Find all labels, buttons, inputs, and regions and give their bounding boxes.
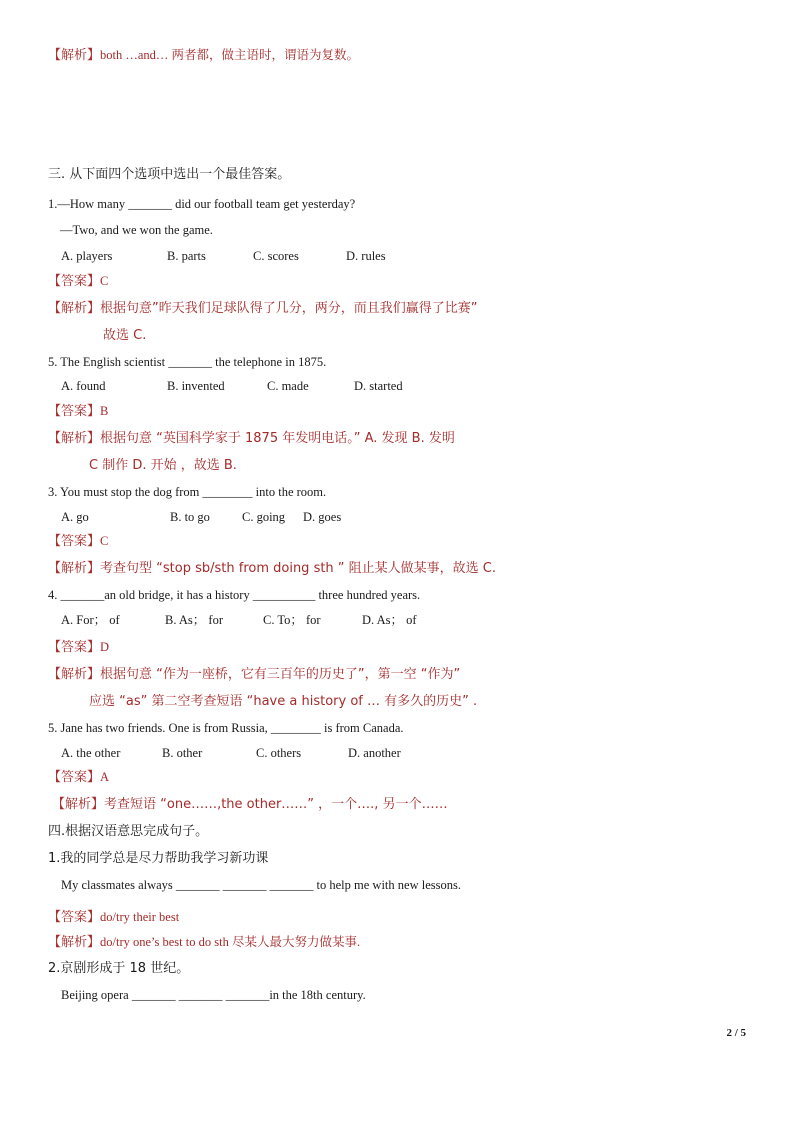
q1-analysis (48, 300, 478, 317)
option-a: A. go (61, 510, 89, 524)
answer-value: A (100, 770, 110, 784)
analysis-tag: 【解析】 (48, 935, 101, 950)
option-d: D. another (348, 746, 401, 760)
answer-value: do/try their best (100, 910, 180, 924)
q1-stem-2: —Two, and we won the game. (60, 223, 213, 237)
option-a: A. found (61, 379, 106, 393)
option-c: C. going (242, 510, 286, 524)
answer-value: B (100, 404, 109, 418)
answer-tag: 【答案】 (48, 534, 101, 549)
analysis-text: 考查短语 “one……,the other……” ，一个…., 另一个…… (104, 797, 448, 812)
analysis-tag: 【解析】 (48, 431, 101, 446)
option-d: D. As； of (362, 613, 417, 627)
q1-stem: 1.—How many _______ did our football team get yesterday? (48, 197, 356, 211)
analysis-text: both …and… 两者都，做主语时，谓语为复数。 (100, 48, 360, 62)
option-c: C. scores (253, 249, 299, 263)
section4-title: 四.根据汉语意思完成句子。 (48, 824, 209, 839)
q4-analysis (48, 666, 460, 683)
answer-tag: 【答案】 (48, 910, 101, 925)
q3-answer (48, 533, 108, 550)
s4-q1-answer (48, 909, 179, 926)
q3-analysis (48, 560, 496, 577)
section3-title: 三. 从下面四个选项中选出一个最佳答案。 (48, 167, 291, 182)
analysis-tag: 【解析】 (48, 561, 101, 576)
analysis-text: 根据句意 “英国科学家于 1875 年发明电话。” A. 发现 B. 发明 (100, 431, 455, 446)
analysis-tag: 【解析】 (48, 301, 101, 316)
answer-tag: 【答案】 (48, 404, 101, 419)
q2-analysis (48, 430, 455, 447)
option-b: B. invented (167, 379, 225, 393)
option-b: B. As； for (165, 613, 223, 627)
s4-q1-analysis (48, 934, 360, 951)
q5-analysis (52, 796, 448, 813)
q4-analysis-2: 应选 “as” 第二空考查短语 “have a history of … 有多久的历史” . (89, 694, 478, 709)
q2-stem: 5. The English scientist _______ the telephone in 1875. (48, 355, 327, 369)
s4-q1-chinese: 1.我的同学总是尽力帮助我学习新功课 (48, 851, 269, 866)
top-analysis (48, 47, 359, 64)
q2-analysis-2: C 制作 D. 开始 ，故选 B. (89, 458, 237, 473)
option-a: A. the other (61, 746, 121, 760)
q2-answer (48, 403, 108, 420)
s4-q2-chinese: 2.京剧形成于 18 世纪。 (48, 961, 190, 976)
analysis-text: 考查句型 “stop sb/sth from doing sth ” 阻止某人做某事，故选 C. (100, 561, 497, 576)
q4-stem: 4. _______an old bridge, it has a history __________ three hundred years. (48, 588, 421, 602)
analysis-text: 根据句意”昨天我们足球队得了几分，两分，而且我们赢得了比赛” (100, 301, 478, 316)
option-b: B. to go (170, 510, 210, 524)
answer-tag: 【答案】 (48, 770, 101, 785)
option-d: D. rules (346, 249, 386, 263)
q4-answer (48, 639, 109, 656)
analysis-text: 根据句意 “作为一座桥，它有三百年的历史了”，第一空 “作为” (100, 667, 461, 682)
option-d: D. started (354, 379, 403, 393)
answer-tag: 【答案】 (48, 274, 101, 289)
answer-value: D (100, 640, 110, 654)
q1-analysis-2: 故选 C. (103, 328, 147, 343)
page-number: 2 / 5 (726, 1027, 746, 1039)
option-b: B. other (162, 746, 203, 760)
option-d: D. goes (303, 510, 342, 524)
option-a: A. players (61, 249, 113, 263)
option-c: C. others (256, 746, 302, 760)
s4-q1-english: My classmates always _______ _______ _______ to help me with new lessons. (61, 878, 461, 892)
q5-answer (48, 769, 109, 786)
answer-value: C (100, 534, 109, 548)
analysis-text: do/try one’s best to do sth 尽某人最大努力做某事. (100, 935, 361, 949)
analysis-tag: 【解析】 (48, 48, 101, 63)
option-b: B. parts (167, 249, 206, 263)
analysis-tag: 【解析】 (52, 797, 105, 812)
analysis-tag: 【解析】 (48, 667, 101, 682)
q1-answer (48, 273, 108, 290)
option-a: A. For； of (61, 613, 120, 627)
answer-value: C (100, 274, 109, 288)
option-c: C. To； for (263, 613, 321, 627)
q3-stem: 3. You must stop the dog from ________ into the room. (48, 485, 327, 499)
q5-stem: 5. Jane has two friends. One is from Russia, ________ is from Canada. (48, 721, 404, 735)
option-c: C. made (267, 379, 309, 393)
s4-q2-english: Beijing opera _______ _______ _______in the 18th century. (61, 988, 366, 1002)
answer-tag: 【答案】 (48, 640, 101, 655)
